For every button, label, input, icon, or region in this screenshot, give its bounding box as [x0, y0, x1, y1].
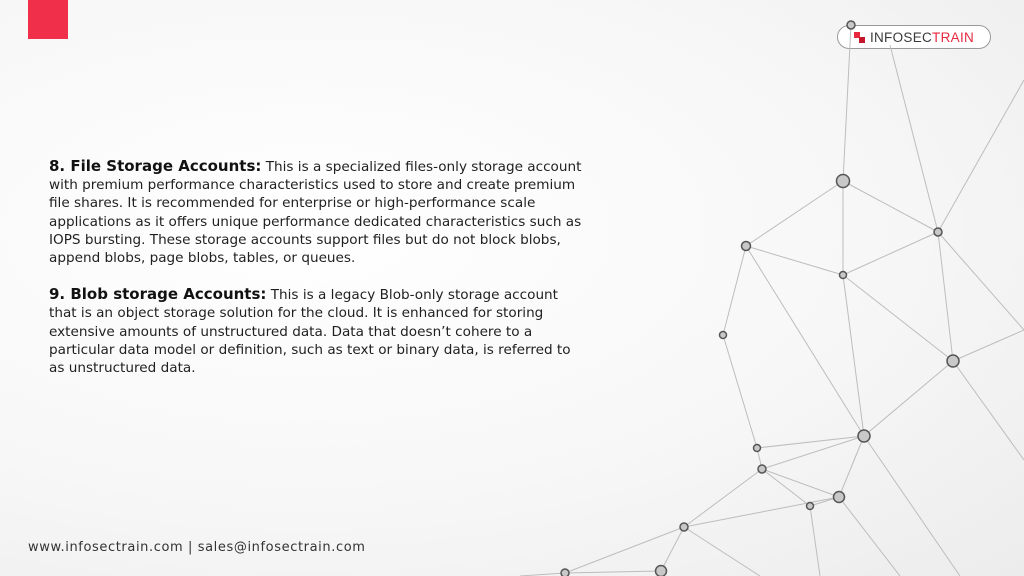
- footer-contact: www.infosectrain.com | sales@infosectrain.com: [28, 540, 366, 555]
- main-content: [49, 157, 589, 395]
- section-blob-storage: [49, 285, 589, 377]
- section-body: This is a specialized files-only storage account with premium performance characteristics used to store and create premium file shares. It is recommended for enterprise or high-performance scale applications as it offers unique performance dedicated characteristics such as IOPS bursting. These storage accounts support files but do not block blobs, append blobs, page blobs, tables, or queues.: [49, 159, 582, 267]
- section-file-storage: [49, 157, 589, 267]
- section-body: This is a legacy Blob-only storage account that is an object storage solution for the cloud. It is enhanced for storing extensive amounts of unstructured data. Data that doesn’t cohere to a particular data model or definition, such as text or binary data, is referred to as unstructured data.: [49, 287, 571, 377]
- network-lines: [520, 25, 1024, 576]
- section-heading: 9. Blob storage Accounts:: [49, 285, 267, 304]
- network-nodes: [561, 21, 959, 576]
- section-heading: 8. File Storage Accounts:: [49, 157, 262, 175]
- logo-wordmark: INFOSECTRAIN: [869, 29, 975, 45]
